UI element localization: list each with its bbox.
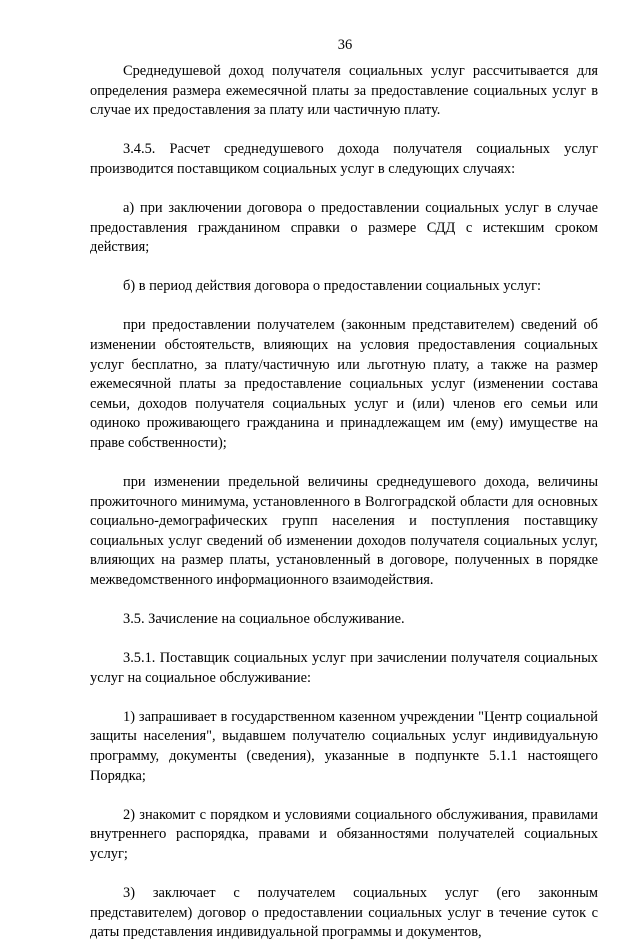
paragraph-item-1: 1) запрашивает в государственном казенном учреждении "Центр социальной защиты населения", выдавшем получателю социальных услуг индивидуальную программу, документы (сведения), указанные в подпункте 5.1.1 настоящего Порядка; bbox=[90, 708, 598, 784]
paragraph-case-a: а) при заключении договора о предоставлении социальных услуг в случае предоставления гражданином справки о размере СДД с истекшим сроком действия; bbox=[90, 199, 598, 256]
paragraph-item-3: 3) заключает с получателем социальных услуг (его законным представителем) договор о предоставлении социальных услуг в течение суток с даты представления индивидуальной программы и документов, bbox=[90, 885, 598, 941]
paragraph-circumstance-change: при предоставлении получателем (законным представителем) сведений об изменении обстоятельств, влияющих на условия предоставления социальных услуг бесплатно, за плату/частичную или льготную плату, а также на размер ежемесячной платы за предоставление социальных услуг (изменении состава семьи, доходов получателя социальных услуг и (или) членов его семьи или одиноко проживающего гражданина и принадлежащем им (ему) имуществе на праве собственности); bbox=[90, 317, 598, 451]
paragraph-case-b: б) в период действия договора о предоставлении социальных услуг: bbox=[123, 278, 542, 295]
page-body bbox=[90, 62, 598, 943]
paragraph-income-purpose: Среднедушевой доход получателя социальных услуг рассчитывается для определения размера ежемесячной платы за предоставление социальных услуг в случае их предоставления за плату или частичную плату. bbox=[90, 63, 598, 119]
paragraph-limit-change: при изменении предельной величины среднедушевого дохода, величины прожиточного минимума, установленного в Волгоградской области для основных социально-демографических групп населения и поступления поставщику социальных услуг сведений об изменении доходов получателя социальных услуг, влияющих на размер платы, установленный в договоре, полученных в порядке межведомственного информационного взаимодействия. bbox=[90, 474, 598, 588]
paragraph-3-4-5: 3.4.5. Расчет среднедушевого дохода получателя социальных услуг производится поставщиком социальных услуг в следующих случаях: bbox=[90, 141, 598, 177]
paragraph-item-2: 2) знакомит с порядком и условиями социального обслуживания, правилами внутреннего распорядка, правами и обязанностями получателей социальных услуг; bbox=[90, 806, 598, 862]
paragraph-3-5: 3.5. Зачисление на социальное обслуживание. bbox=[123, 611, 405, 628]
page-number: 36 bbox=[337, 37, 353, 53]
paragraph-3-5-1: 3.5.1. Поставщик социальных услуг при зачислении получателя социальных услуг на социальное обслуживание: bbox=[90, 650, 598, 686]
